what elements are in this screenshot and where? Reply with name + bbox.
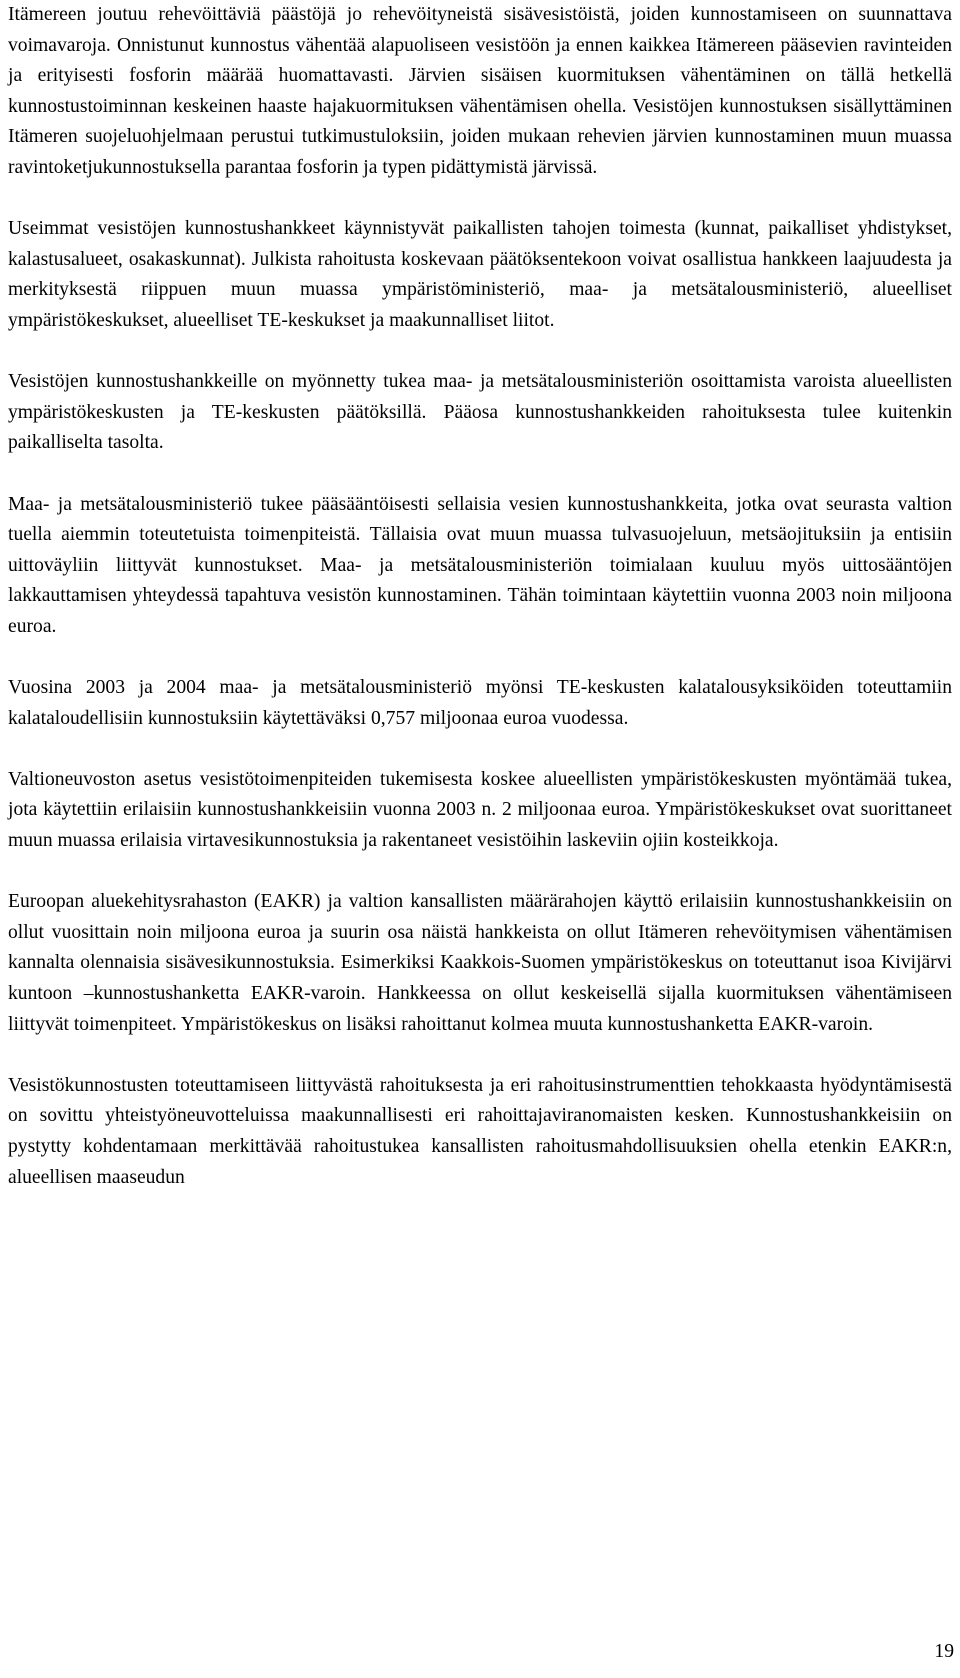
page-number: 19: [934, 1641, 954, 1662]
paragraph-7: Euroopan aluekehitysrahaston (EAKR) ja valtion kansallisten määrärahojen käyttö erilaisiin kunnostushankkeisiin on ollut vuosittain noin miljoona euroa ja suurin osa näistä hankkeista on ollut Itämeren rehevöitymisen vähentämisen kannalta olennaisia sisävesikunnostuksia. Esimerkiksi Kaakkois-Suomen ympäristökeskus on toteuttanut isoa Kivijärvi kuntoon –kunnostushanketta EAKR-varoin. Hankkeessa on ollut keskeisellä sijalla kuormituksen vähentämiseen liittyvät toimenpiteet. Ympäristökeskus on lisäksi rahoittanut kolmea muuta kunnostushanketta EAKR-varoin.: [8, 891, 952, 1035]
paragraph-1: Itämereen joutuu rehevöittäviä päästöjä jo rehevöityneistä sisävesistöistä, joiden kunnostamiseen on suunnattava voimavaroja. Onnistunut kunnostus vähentää alapuoliseen vesistöön ja ennen kaikkea Itämereen pääsevien ravinteiden ja erityisesti fosforin määrää huomattavasti. Järvien sisäisen kuormituksen vähentäminen on tällä hetkellä kunnostustoiminnan keskeinen haaste hajakuormituksen vähentämisen ohella. Vesistöjen kunnostuksen sisällyttäminen Itämeren suojeluohjelmaan perustui tutkimustuloksiin, joiden mukaan rehevien järvien kunnostaminen muun muassa ravintoketjukunnostuksella parantaa fosforin ja typen pidättymistä järvissä.: [8, 4, 952, 178]
paragraph-3: Vesistöjen kunnostushankkeille on myönnetty tukea maa- ja metsätalousministeriön osoittamista varoista alueellisten ympäristökeskusten ja TE-keskusten päätöksillä. Pääosa kunnostushankkeiden rahoituksesta tulee kuitenkin paikalliselta tasolta.: [8, 371, 952, 454]
paragraph-5: Vuosina 2003 ja 2004 maa- ja metsätalousministeriö myönsi TE-keskusten kalatalousyksiköiden toteuttamiin kalataloudellisiin kunnostuksiin käytettäväksi 0,757 miljoonaa euroa vuodessa.: [8, 677, 952, 729]
page-body: [8, 0, 952, 1224]
paragraph-4: Maa- ja metsätalousministeriö tukee pääsääntöisesti sellaisia vesien kunnostushankkeita, jotka ovat seurasta valtion tuella aiemmin toteutetuista toimenpiteistä. Tällaisia ovat muun muassa tulvasuojeluun, metsäojituksiin ja entisiin uittoväyliin liittyvät kunnostukset. Maa- ja metsätalousministeriön toimialaan kuuluu myös uittosääntöjen lakkauttamisen yhteydessä tapahtuva vesistön kunnostaminen. Tähän toimintaan käytettiin vuonna 2003 noin miljoona euroa.: [8, 493, 952, 637]
paragraph-6: Valtioneuvoston asetus vesistötoimenpiteiden tukemisesta koskee alueellisten ympäristökeskusten myöntämää tukea, jota käytettiin erilaisiin kunnostushankkeisiin vuonna 2003 n. 2 miljoonaa euroa. Ympäristökeskukset ovat suorittaneet muun muassa erilaisia virtavesikunnostuksia ja rakentaneet vesistöihin laskeviin ojiin kosteikkoja.: [8, 768, 952, 852]
paragraph-8: Vesistökunnostusten toteuttamiseen liittyvästä rahoituksesta ja eri rahoitusinstrumenttien tehokkaasta hyödyntämisestä on sovittu yhteistyöneuvotteluissa maakunnallisesti eri rahoittajaviranomaisten kesken. Kunnostushankkeisiin on pystytty kohdentamaan merkittävää rahoitustukea kansallisten rahoitusmahdollisuuksien ohella etenkin EAKR:n, alueellisen maaseudun: [8, 1074, 952, 1188]
paragraph-2: Useimmat vesistöjen kunnostushankkeet käynnistyvät paikallisten tahojen toimesta (kunnat, paikalliset yhdistykset, kalastusalueet, osakaskunnat). Julkista rahoitusta koskevaan päätöksentekoon voivat osallistua hankkeen laajuudesta ja merkityksestä riippuen muun muassa ympäristöministeriö, maa- ja metsätalousministeriö, alueelliset ympäristökeskukset, alueelliset TE-keskukset ja maakunnalliset liitot.: [8, 218, 952, 331]
